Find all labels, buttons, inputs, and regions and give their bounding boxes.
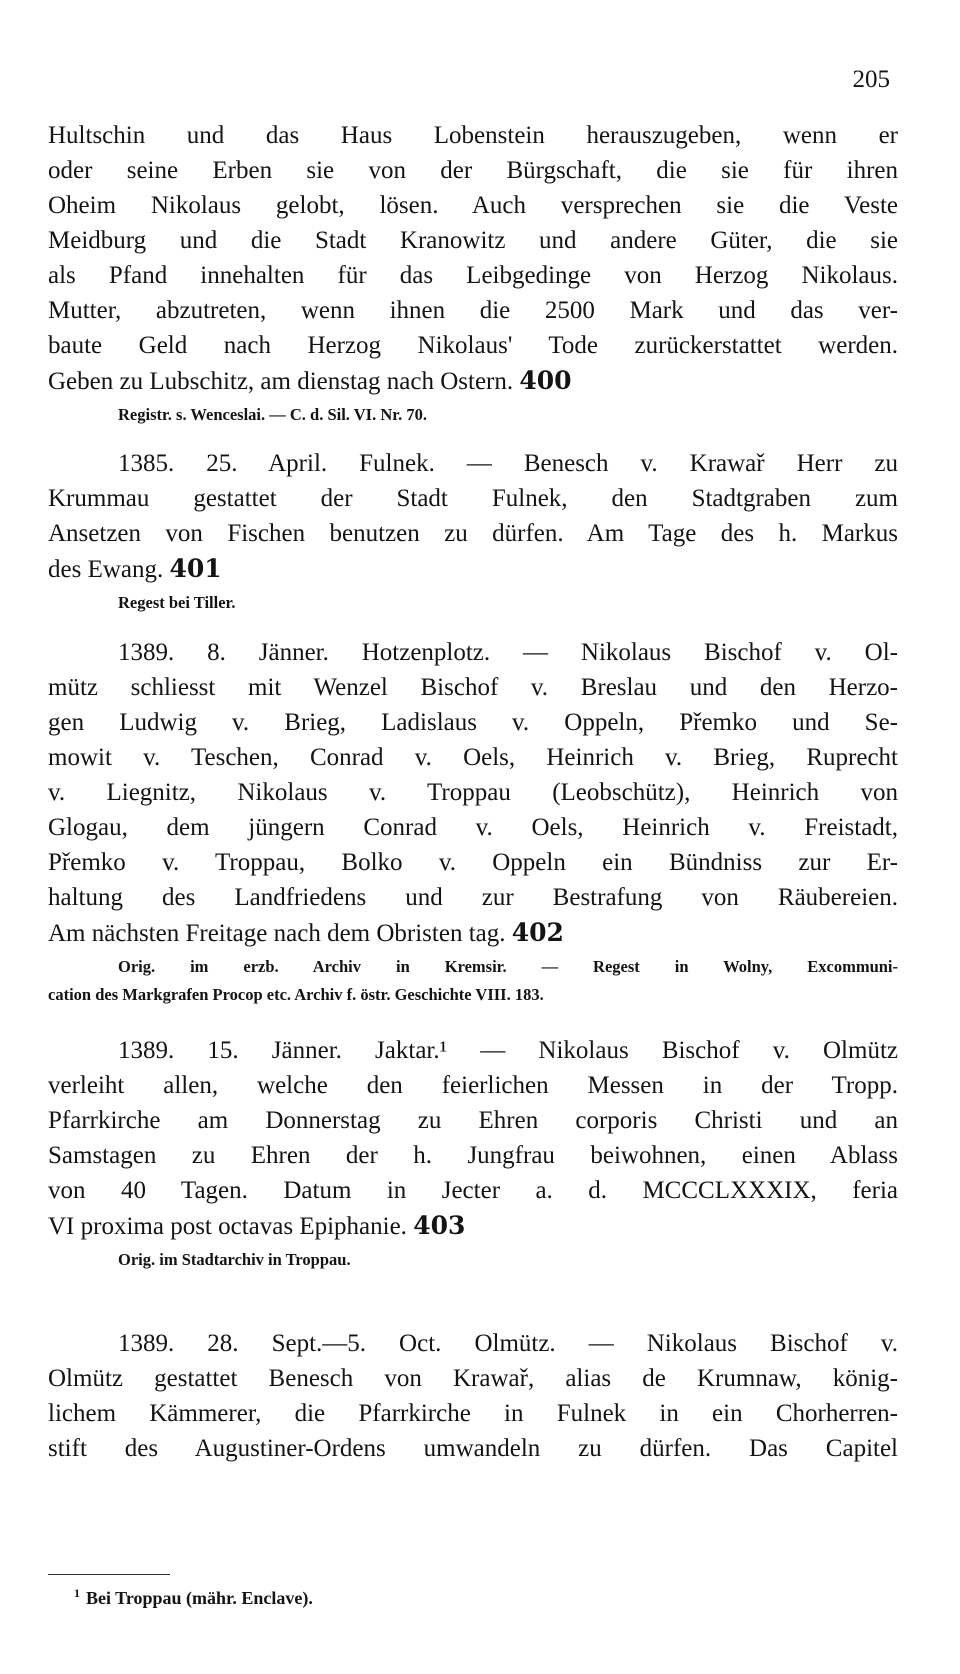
text-line: 1389. 28. Sept.—5. Oct. Olmütz. — Nikolaus Bischof v.	[118, 1330, 898, 1357]
text-line: Am nächsten Freitage nach dem Obristen tag.	[48, 920, 506, 947]
document-number: 402	[511, 918, 564, 947]
text-line: gen Ludwig v. Brieg, Ladislaus v. Oppeln, Přemko und Se-	[48, 709, 898, 736]
source-citation: cation des Markgrafen Procop etc. Archiv f. östr. Geschichte VIII. 183.	[48, 985, 544, 1004]
text-line: Meidburg und die Stadt Kranowitz und andere Güter, die sie	[48, 227, 898, 254]
document-number: 401	[169, 554, 222, 583]
text-line: Krummau gestattet der Stadt Fulnek, den Stadtgraben zum	[48, 485, 898, 512]
source-citation: Registr. s. Wenceslai. — C. d. Sil. VI. Nr. 70.	[118, 405, 427, 424]
text-line: lichem Kämmerer, die Pfarrkirche in Fulnek in ein Chorherren-	[48, 1400, 898, 1427]
document-number: 403	[413, 1211, 466, 1240]
entry-401	[48, 446, 898, 617]
text-line: als Pfand innehalten für das Leibgedinge von Herzog Nikolaus.	[48, 262, 898, 289]
last-line-row	[48, 551, 898, 587]
text-line: Oheim Nikolaus gelobt, lösen. Auch versprechen sie die Veste	[48, 192, 898, 219]
text-line: Přemko v. Troppau, Bolko v. Oppeln ein Bündniss zur Er-	[48, 849, 898, 876]
source-citation: Orig. im Stadtarchiv in Troppau.	[118, 1250, 351, 1269]
text-line: haltung des Landfriedens und zur Bestrafung von Räubereien.	[48, 884, 898, 911]
text-line: 1389. 8. Jänner. Hotzenplotz. — Nikolaus Bischof v. Ol-	[118, 639, 898, 666]
source-citation: Orig. im erzb. Archiv in Kremsir. — Regest in Wolny, Excommuni-	[118, 957, 898, 976]
last-line-row	[48, 363, 898, 399]
text-line: 1385. 25. April. Fulnek. — Benesch v. Krawař Herr zu	[118, 450, 898, 477]
text-line: Geben zu Lubschitz, am dienstag nach Ostern.	[48, 368, 514, 395]
footnote	[74, 1586, 313, 1609]
text-line: 1389. 15. Jänner. Jaktar.¹ — Nikolaus Bischof v. Olmütz	[118, 1037, 898, 1064]
entry-402	[48, 635, 898, 1009]
text-line: mowit v. Teschen, Conrad v. Oels, Heinrich v. Brieg, Ruprecht	[48, 744, 898, 771]
text-line: Ansetzen von Fischen benutzen zu dürfen. Am Tage des h. Markus	[48, 520, 898, 547]
text-line: Olmütz gestattet Benesch von Krawař, alias de Krumnaw, könig-	[48, 1365, 898, 1392]
last-line-row	[48, 915, 898, 951]
text-line: mütz schliesst mit Wenzel Bischof v. Breslau und den Herzo-	[48, 674, 898, 701]
text-line: stift des Augustiner-Ordens umwandeln zu dürfen. Das Capitel	[48, 1435, 898, 1462]
text-line: Hultschin und das Haus Lobenstein herauszugeben, wenn er	[48, 122, 898, 149]
text-line: verleiht allen, welche den feierlichen Messen in der Tropp.	[48, 1072, 898, 1099]
text-line: Pfarrkirche am Donnerstag zu Ehren corporis Christi und an	[48, 1107, 898, 1134]
entry-403	[48, 1033, 898, 1274]
text-line: VI proxima post octavas Epiphanie.	[48, 1213, 407, 1240]
text-line: Samstagen zu Ehren der h. Jungfrau beiwohnen, einen Ablass	[48, 1142, 898, 1169]
text-line: v. Liegnitz, Nikolaus v. Troppau (Leobschütz), Heinrich von	[48, 779, 898, 806]
entry-404	[48, 1326, 898, 1466]
footnote-text: Bei Troppau (mähr. Enclave).	[86, 1588, 313, 1608]
text-line: Glogau, dem jüngern Conrad v. Oels, Heinrich v. Freistadt,	[48, 814, 898, 841]
source-citation: Regest bei Tiller.	[118, 593, 236, 612]
footnote-rule	[48, 1574, 170, 1575]
page-number: 205	[852, 66, 890, 93]
text-line: oder seine Erben sie von der Bürgschaft, die sie für ihren	[48, 157, 898, 184]
text-line: baute Geld nach Herzog Nikolaus' Tode zurückerstattet werden.	[48, 332, 898, 359]
text-line: von 40 Tagen. Datum in Jecter a. d. MCCCLXXXIX, feria	[48, 1177, 898, 1204]
last-line-row	[48, 1208, 898, 1244]
document-number: 400	[519, 366, 572, 395]
text-line: Mutter, abzutreten, wenn ihnen die 2500 Mark und das ver-	[48, 297, 898, 324]
footnote-mark: 1	[74, 1586, 80, 1600]
entry-400	[48, 118, 898, 429]
text-line: des Ewang.	[48, 556, 164, 583]
